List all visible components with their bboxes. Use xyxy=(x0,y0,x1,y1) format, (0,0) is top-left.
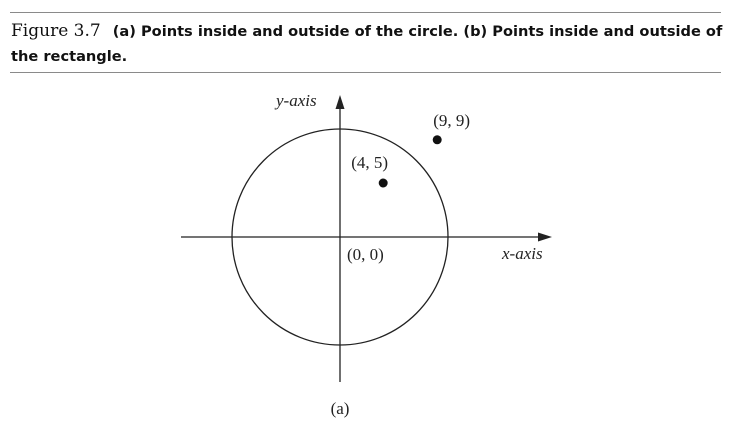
y-axis-label: y-axis xyxy=(276,91,317,110)
caption-text: (a) Points inside and outside of the circle. (b) Points inside and outside of the rectangle. xyxy=(11,23,723,65)
point-4-5 xyxy=(379,179,388,188)
point-9-9 xyxy=(433,135,442,144)
panel-label: (a) xyxy=(330,399,350,418)
y-axis-arrow-icon xyxy=(336,95,345,109)
figure-number: Figure 3.7 xyxy=(11,21,101,41)
origin-label: (0, 0) xyxy=(347,245,384,264)
x-axis-label: x-axis xyxy=(502,244,543,263)
point-9-9-label: (9, 9) xyxy=(433,110,471,130)
x-axis-arrow-icon xyxy=(538,233,552,242)
point-4-5-label: (4, 5) xyxy=(351,153,389,172)
